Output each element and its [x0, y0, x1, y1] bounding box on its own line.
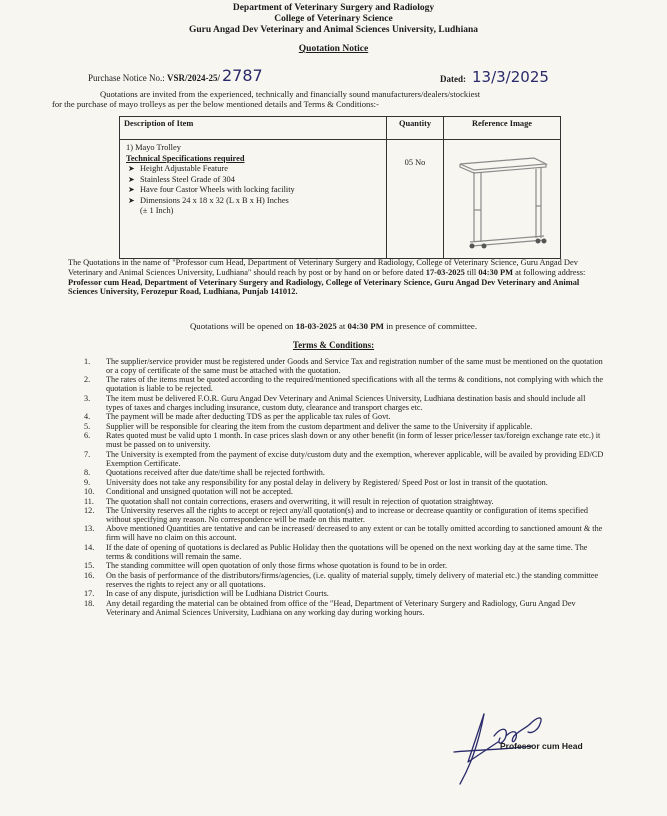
list-item: 14. If the date of opening of quotations is declared as Public Holiday then the quotations will be opened on the next working day at the same time. The terms & conditions will remain the same.: [84, 542, 588, 561]
terms-list: [84, 358, 604, 618]
deadline-date: 17-03-2025: [425, 267, 465, 277]
spec-item: ➤ Stainless Steel Grade of 304: [128, 174, 235, 184]
arrow-bullet-icon: ➤: [128, 185, 135, 194]
list-item: 18. Any detail regarding the material can be obtained from office of the "Head, Department of Veterinary Surgery and Radiology, Guru Angad Dev Veterinary and Animal Sciences University, Ludhiana on any working day during working hours.: [84, 598, 576, 617]
arrow-bullet-icon: ➤: [128, 174, 135, 184]
list-item: 16. On the basis of performance of the distributors/firms/agencies, (i.e. quality of material supply, timely delivery of material etc.) the standing committee reserves the rights to reject any or all quotations.: [84, 570, 599, 589]
list-item: 17. In case of any dispute, jurisdiction will be Ludhiana District Courts.: [84, 589, 329, 599]
list-item: 5. Supplier will be responsible for clearing the item from the custom department and deliver the same to the University if applicable.: [84, 421, 533, 431]
date-label: Dated:: [440, 74, 466, 84]
list-item: 4. The payment will be made after deducting TDS as per the applicable tax rules of Govt.: [84, 412, 391, 422]
intro-line-1: Quotations are invited from the experienced, technically and financially sound manufacturers/dealers/stockiest: [100, 89, 481, 99]
items-table: [119, 116, 561, 259]
notice-date: [440, 68, 549, 86]
opening-time: 04:30 PM: [347, 321, 384, 331]
reference-image-cell: [444, 140, 561, 259]
notice-title: Quotation Notice: [298, 44, 369, 54]
list-item: 10. Conditional and unsigned quotation will not be accepted.: [84, 487, 293, 497]
department-name: Department of Veterinary Surgery and Radiology: [232, 3, 435, 13]
list-item: 6. Rates quoted must be valid upto 1 month. In case prices slash down or any other benefit (in form of lesser price/lesser tax/foreign exchange rate etc.) it must be passed on to university.: [84, 431, 601, 450]
purchase-notice-handwritten-number: 2787: [222, 66, 263, 85]
signature-label: Professor cum Head: [500, 741, 583, 751]
mayo-trolley-image: [454, 150, 550, 250]
arrow-bullet-icon: ➤: [128, 195, 135, 205]
list-item: 1. The supplier/service provider must be registered under Goods and Service Tax and registration number of the same must be mentioned on the quotation or a copy of certificate of the same must be attached with the quotation.: [84, 357, 603, 375]
list-item: 2. The rates of the items must be quoted according to the required/mentioned specifications with all the terms & conditions, not complying with which the quotation is liable to be rejected.: [84, 375, 604, 394]
list-item: 3. The item must be delivered F.O.R. Guru Angad Dev Veterinary and Animal Sciences University, Ludhiana destination basis and should include all types of taxes and charges including insurance, custom duty, clearance and transport charges etc.: [84, 393, 586, 412]
table-header-row: [120, 117, 561, 140]
list-item: 9. University does not take any responsibility for any postal delay in delivery by Registered/ Speed Post or lost in transit of the quotation.: [84, 477, 548, 487]
university-name: Guru Angad Dev Veterinary and Animal Sciences University, Ludhiana: [189, 25, 478, 35]
list-item: 8. Quotations received after due date/time shall be rejected forthwith.: [84, 468, 325, 478]
submission-address: Professor cum Head, Department of Veterinary Surgery and Radiology, College of Veterinary Science, Guru Angad Dev Veterinary and Animal Sciences University, Ferozepur Road, Ludhiana, Punjab 141012.: [68, 277, 580, 297]
purchase-notice-prefix: VSR/2024-25/: [166, 73, 220, 83]
item-quantity: 05 No: [387, 140, 444, 259]
table-row: [120, 140, 561, 259]
item-description-cell: [120, 140, 387, 259]
terms-title: Terms & Conditions:: [292, 340, 375, 350]
spec-tolerance: (± 1 Inch): [140, 206, 174, 215]
college-name: College of Veterinary Science: [274, 14, 393, 24]
header-description: Description of Item: [120, 117, 387, 140]
list-item: 15. The standing committee will open quotation of only those firms whose quotation is found to be in order.: [84, 561, 448, 571]
spec-item: ➤ Have four Castor Wheels with locking facility: [128, 185, 295, 194]
intro-line-2: for the purchase of mayo trolleys as per the below mentioned details and Terms & Conditions:-: [52, 99, 379, 109]
purchase-notice-label: Purchase Notice No.:: [88, 73, 165, 83]
spec-title: Technical Specifications required: [126, 153, 245, 163]
spec-item: ➤ Height Adjustable Feature: [128, 164, 228, 173]
spec-item: ➤ Dimensions 24 x 18 x 32 (L x B x H) Inches: [128, 195, 289, 205]
arrow-bullet-icon: ➤: [128, 164, 135, 173]
header-reference-image: Reference Image: [444, 117, 561, 140]
list-item: 7. The University is exempted from the payment of excise duty/custom duty and the exemption, wherever applicable, will be availed by providing ED/CD Exemption Certificate.: [84, 449, 604, 468]
list-item: 13. Above mentioned Quantities are tentative and can be increased/ decreased to any extent or can be totally omitted according to sanctioned amount & the firm will have no claim on this account.: [84, 524, 603, 543]
submission-paragraph: The Quotations in the name of "Professor cum Head, Department of Veterinary Surgery and Radiology, College of Veterinary Science, Guru Angad Dev Veterinary and Animal Sciences University, Ludhiana" should reach by post or by hand on or before dated 17-03-2025 till 04:30 PM at following address: Professor cum Head, Department of Veterinary Surgery and Radiology, College of Veterinary Science, Guru Angad Dev Veterinary and Animal Sciences University, Ferozepur Road, Ludhiana, Punjab 141012.: [68, 258, 586, 297]
purchase-notice-number: [88, 66, 263, 85]
list-item: 12. The University reserves all the rights to accept or reject any/all quotation(s) and to increase or decrease quantity or configuration of items specified without specifying any reason. No correspondence will be made on this matter.: [84, 506, 588, 524]
header-quantity: Quantity: [387, 117, 444, 140]
item-name: 1) Mayo Trolley: [126, 143, 181, 152]
date-handwritten-value: 13/3/2025: [472, 68, 549, 86]
deadline-time: 04:30 PM: [478, 267, 514, 277]
opening-date: 18-03-2025: [295, 321, 337, 331]
intro-paragraph: [52, 89, 612, 109]
list-item: 11. The quotation shall not contain corrections, erasers and overwriting, it will result in rejection of quotation straightway.: [84, 496, 494, 506]
opening-statement: Quotations will be opened on 18-03-2025 at 04:30 PM in presence of committee.: [189, 321, 478, 331]
